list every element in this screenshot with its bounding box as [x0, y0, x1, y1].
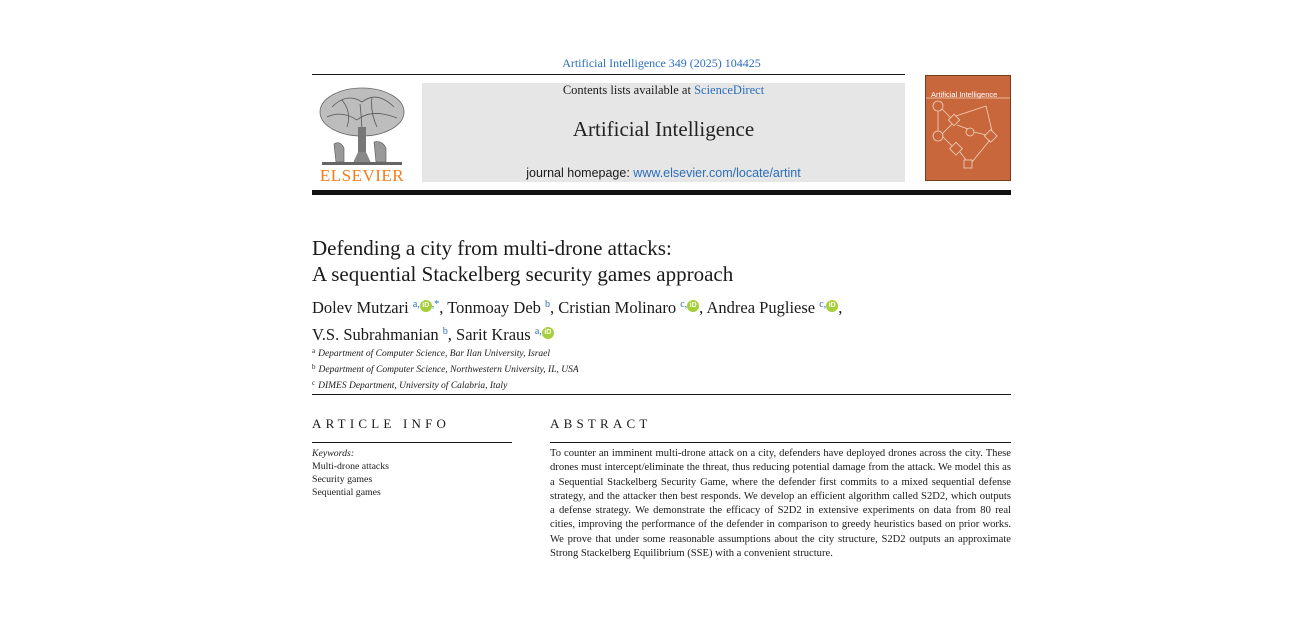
abstract-text: To counter an imminent multi-drone attack on a city, defenders have deployed drones across the city. These drones must intercept/eliminate the threat, thus reducing potential damage from the attack. We model this as a Sequential Stackelberg Security Game, where the defender first commits to a mixed sequential defense strategy, and the attacker then best responds. We develop an efficient algorithm called S2D2, which outputs a defense strategy. We demonstrate the efficacy of S2D2 in extensive experiments on data from 80 real cities, improving the performance of the defender in comparison to greedy heuristics based on prior works. We prove that under some reasonable assumptions about the city structure, S2D2 outputs an approximate Strong Stackelberg Equilibrium (SSE) with a convenient structure.: [550, 448, 1011, 560]
affiliations: [312, 345, 1011, 393]
contents-line: [422, 83, 905, 98]
orcid-icon[interactable]: iD: [687, 300, 699, 312]
sciencedirect-link[interactable]: ScienceDirect: [694, 83, 765, 97]
keyword-item: Multi-drone attacks: [312, 461, 389, 472]
affiliation-text: Department of Computer Science, Northwestern University, IL, USA: [318, 365, 579, 375]
author-separator: ,: [439, 298, 444, 317]
author-affil-marker[interactable]: a,: [534, 326, 542, 337]
author-separator: ,: [550, 298, 555, 317]
paper-title-line-2: A sequential Stackelberg security games approach: [312, 262, 734, 286]
orcid-icon[interactable]: iD: [420, 300, 432, 312]
author-name[interactable]: Cristian Molinaro: [558, 298, 677, 317]
author-affil-marker[interactable]: b: [442, 326, 448, 337]
author-separator: ,: [447, 325, 452, 344]
keywords-heading: Keywords:: [312, 448, 355, 459]
affiliation-text: DIMES Department, University of Calabria, Italy: [318, 381, 508, 391]
affiliation-marker: c: [312, 379, 316, 387]
paper-title: [312, 235, 1011, 287]
journal-homepage: [422, 166, 905, 180]
paper-title-line-1: Defending a city from multi-drone attacks:: [312, 236, 672, 260]
header-top-rule: [312, 74, 905, 75]
author-line-1: [312, 293, 1011, 320]
author-separator: ,: [838, 298, 843, 317]
homepage-prefix: journal homepage:: [526, 166, 634, 180]
author-affil-marker[interactable]: c,: [680, 299, 688, 310]
article-info-heading: ARTICLE INFO: [312, 416, 451, 431]
journal-citation-link[interactable]: Artificial Intelligence 349 (2025) 104425: [562, 56, 761, 70]
author-affil-marker[interactable]: c,: [819, 299, 827, 310]
author-name[interactable]: Dolev Mutzari: [312, 298, 409, 317]
journal-title: Artificial Intelligence: [572, 117, 755, 141]
author-affil-marker[interactable]: b: [545, 299, 551, 310]
orcid-icon[interactable]: iD: [542, 327, 554, 339]
author-name[interactable]: V.S. Subrahmanian: [312, 325, 439, 344]
affiliation-item: [312, 345, 1011, 361]
contents-prefix: Contents lists available at: [562, 83, 695, 97]
article-info-rule: [312, 442, 512, 443]
abstract-heading: ABSTRACT: [550, 416, 652, 431]
affiliation-marker: b: [312, 363, 316, 371]
corresponding-marker[interactable]: ,*: [431, 299, 440, 310]
section-divider: [312, 394, 1011, 395]
affiliation-marker: a: [312, 347, 316, 355]
header-thick-rule: [312, 190, 1011, 195]
orcid-icon[interactable]: iD: [826, 300, 838, 312]
keywords-block: [312, 447, 512, 499]
elsevier-wordmark: ELSEVIER: [319, 166, 405, 185]
keyword-item: Security games: [312, 474, 373, 485]
affiliation-text: Department of Computer Science, Bar Ilan University, Israel: [318, 349, 551, 359]
author-name[interactable]: Sarit Kraus: [456, 325, 531, 344]
affiliation-item: [312, 361, 1011, 377]
homepage-link[interactable]: www.elsevier.com/locate/artint: [633, 166, 801, 180]
keyword-item: Sequential games: [312, 487, 381, 498]
author-name[interactable]: Andrea Pugliese: [706, 298, 816, 317]
author-affil-marker[interactable]: a,: [412, 299, 420, 310]
author-list: [312, 293, 1011, 347]
affiliation-item: [312, 377, 1011, 393]
author-name[interactable]: Tonmoay Deb: [447, 298, 541, 317]
cover-title: Artificial Intelligence: [931, 90, 998, 99]
author-separator: ,: [699, 298, 704, 317]
author-line-2: [312, 320, 1011, 347]
abstract-rule: [550, 442, 1011, 443]
